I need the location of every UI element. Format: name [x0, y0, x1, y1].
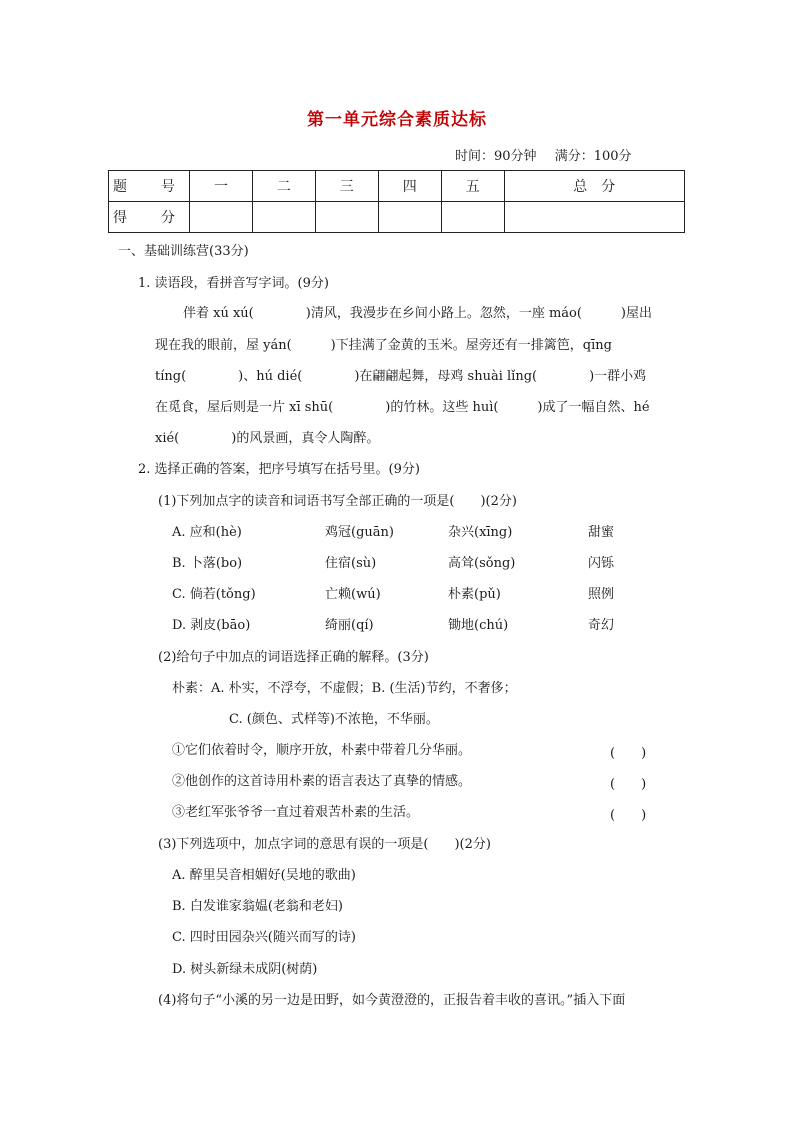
- score-cell-empty[interactable]: [315, 202, 378, 233]
- time-limit: 时间：90分钟: [455, 149, 537, 164]
- option-c-word: 朴素(pǔ): [448, 587, 501, 602]
- subquestion-stem: (3)下列选项中，加点字词的意思有误的一项是( )(2分): [158, 837, 491, 852]
- page-title: 第一单元综合素质达标: [307, 110, 487, 130]
- score-cell-header: 三: [315, 171, 378, 202]
- option-b-word: 高耸(sǒng): [448, 556, 516, 571]
- passage-line: 现在我的眼前，屋 yán( )下挂满了金黄的玉米。屋旁还有一排篱笆，qīng: [155, 338, 612, 353]
- question-stem: 1. 读语段，看拼音写字词。(9分): [138, 276, 329, 291]
- full-score: 满分：100分: [554, 149, 632, 164]
- option-a[interactable]: A. 应和(hè): [172, 525, 242, 540]
- option-a-word: 甜蜜: [588, 525, 615, 540]
- option-c[interactable]: C. 倘若(tǒng): [172, 587, 256, 602]
- option-a[interactable]: A. 醉里吴音相媚好(吴地的歌曲): [172, 868, 356, 883]
- score-table-score-row: [109, 202, 685, 233]
- score-cell-header: 五: [441, 171, 504, 202]
- sentence-item: ③老红军张爷爷一直过着艰苦朴素的生活。: [172, 805, 420, 820]
- passage-line: 在觅食，屋后则是一片 xī shū( )的竹林。这些 huì( )成了一幅自然、hé: [155, 400, 650, 415]
- option-c[interactable]: C. 四时田园杂兴(随兴而写的诗): [172, 930, 356, 945]
- sentence-item: ②他创作的这首诗用朴素的语言表达了真挚的情感。: [172, 774, 472, 789]
- answer-blank[interactable]: ( ): [610, 777, 647, 792]
- passage-line: 伴着 xú xú( )清风，我漫步在乡间小路上。忽然，一座 máo( )屋出: [183, 306, 652, 321]
- option-c-word: 亡赖(wú): [325, 587, 381, 602]
- score-table-header-row: [109, 171, 685, 202]
- section-heading: 一、基础训练营(33分): [118, 244, 249, 259]
- option-a-word: 杂兴(xīng): [448, 525, 513, 540]
- question-stem: 2. 选择正确的答案，把序号填写在括号里。(9分): [138, 462, 420, 477]
- definition-line: C. (颜色、式样等)不浓艳，不华丽。: [229, 712, 439, 727]
- option-d-word: 锄地(chú): [448, 618, 509, 633]
- exam-meta: [455, 145, 646, 164]
- option-d[interactable]: D. 树头新绿未成阴(树荫): [172, 962, 318, 977]
- option-b[interactable]: B. 卜落(bo): [172, 556, 243, 571]
- option-b-word: 闪铄: [588, 556, 615, 571]
- score-cell-header: 总 分: [504, 171, 684, 202]
- score-cell-header: 一: [190, 171, 253, 202]
- option-d-word: 奇幻: [588, 618, 615, 633]
- subquestion-stem: (4)将句子“小溪的另一边是田野，如今黄澄澄的，正报告着丰收的喜讯。”插入下面: [158, 993, 626, 1008]
- option-c-word: 照例: [588, 587, 615, 602]
- subquestion-stem: (2)给句子中加点的词语选择正确的解释。(3分): [158, 650, 429, 665]
- subquestion-stem: (1)下列加点字的读音和词语书写全部正确的一项是( )(2分): [158, 494, 517, 509]
- score-table: [108, 170, 685, 233]
- score-cell-header: 四: [378, 171, 441, 202]
- option-d[interactable]: D. 剥皮(bāo): [172, 618, 251, 633]
- passage-line: xié( )的风景画，真令人陶醉。: [155, 431, 380, 446]
- option-b[interactable]: B. 白发谁家翁媪(老翁和老妇): [172, 899, 343, 914]
- option-b-word: 住宿(sù): [325, 556, 377, 571]
- passage-line: tíng( )、hú dié( )在翩翩起舞，母鸡 shuài lǐng( )一群小鸡: [155, 369, 647, 384]
- sentence-item: ①它们依着时令，顺序开放，朴素中带着几分华丽。: [172, 743, 472, 758]
- answer-blank[interactable]: ( ): [610, 746, 647, 761]
- score-cell-empty[interactable]: [504, 202, 684, 233]
- option-d-word: 绮丽(qí): [325, 618, 374, 633]
- score-cell-label: 得 分: [109, 202, 190, 233]
- score-cell-empty[interactable]: [378, 202, 441, 233]
- score-cell-label: 题 号: [109, 171, 190, 202]
- answer-blank[interactable]: ( ): [610, 808, 647, 823]
- definition-line: 朴素：A. 朴实，不浮夸，不虚假；B. (生活)节约，不奢侈；: [172, 681, 517, 696]
- score-cell-header: 二: [252, 171, 315, 202]
- score-cell-empty[interactable]: [441, 202, 504, 233]
- score-cell-empty[interactable]: [252, 202, 315, 233]
- option-a-word: 鸡冠(guān): [325, 525, 394, 540]
- score-cell-empty[interactable]: [190, 202, 253, 233]
